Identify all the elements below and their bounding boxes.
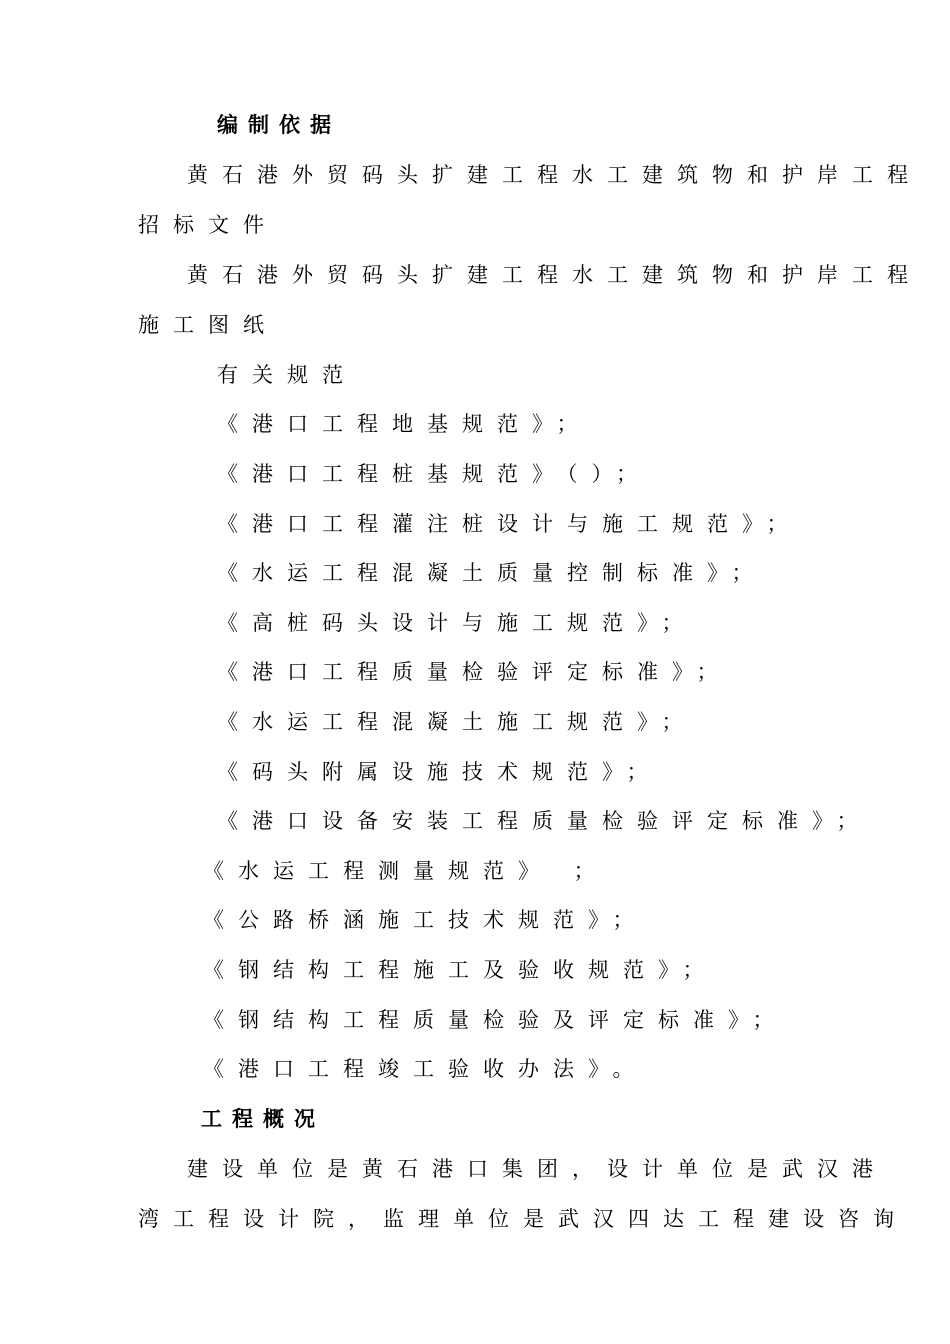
code-item: 《码头附属设施技术规范》； xyxy=(217,760,662,784)
related-codes-label: 有关规范 xyxy=(217,363,357,387)
overview-paragraph-line-1: 建设单位是黄石港口集团，设计单位是武汉港 xyxy=(187,1157,887,1181)
code-item: 《港口工程质量检验评定标准》； xyxy=(217,660,732,684)
code-item: 《港口工程灌注桩设计与施工规范》； xyxy=(217,512,802,536)
code-item: 《公路桥涵施工技术规范》； xyxy=(203,908,648,932)
code-item: 《港口工程桩基规范》（）； xyxy=(217,462,651,486)
basis-paragraph-2-line-2: 施工图纸 xyxy=(138,313,278,337)
code-item: 《港口设备安装工程质量检验评定标准》； xyxy=(217,809,872,833)
basis-paragraph-1-line-1: 黄石港外贸码头扩建工程水工建筑物和护岸工程 xyxy=(187,163,922,187)
code-item: 《高桩码头设计与施工规范》； xyxy=(217,611,697,635)
section-heading-overview: 工程概况 xyxy=(201,1107,325,1131)
overview-paragraph-line-2: 湾工程设计院，监理单位是武汉四达工程建设咨询 xyxy=(138,1207,908,1231)
code-item: 《水运工程测量规范》 ； xyxy=(203,859,609,883)
code-item: 《港口工程竣工验收办法》。 xyxy=(203,1057,648,1081)
code-item: 《水运工程混凝土施工规范》； xyxy=(217,710,697,734)
code-item: 《钢结构工程质量检验及评定标准》； xyxy=(203,1008,788,1032)
code-item: 《水运工程混凝土质量控制标准》； xyxy=(217,561,767,585)
section-heading-basis: 编制依据 xyxy=(217,113,341,137)
code-item: 《港口工程地基规范》； xyxy=(217,412,592,436)
code-item: 《钢结构工程施工及验收规范》； xyxy=(203,958,718,982)
basis-paragraph-1-line-2: 招标文件 xyxy=(138,213,278,237)
basis-paragraph-2-line-1: 黄石港外贸码头扩建工程水工建筑物和护岸工程 xyxy=(187,263,922,287)
